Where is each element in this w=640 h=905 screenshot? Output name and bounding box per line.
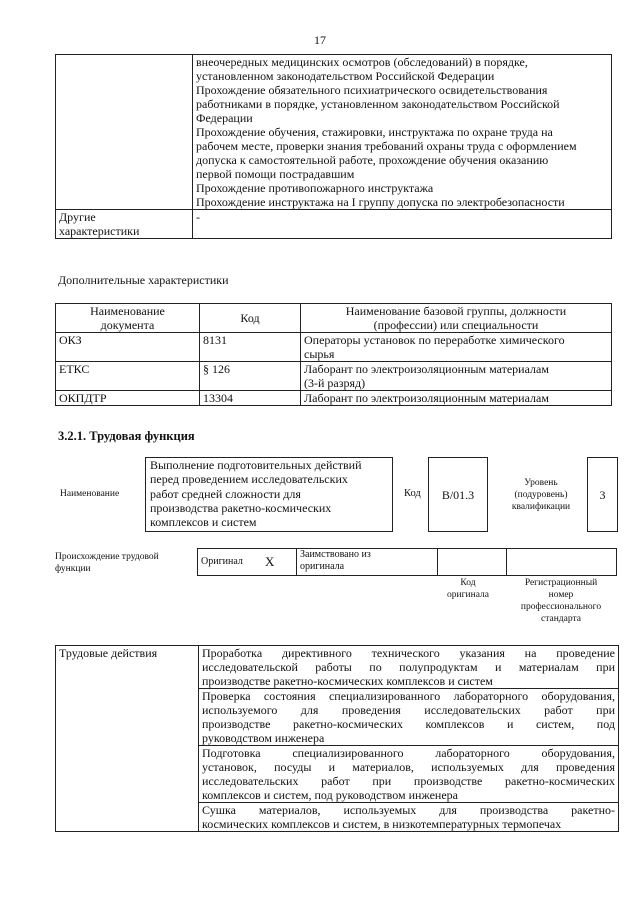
function-name-line: работ средней сложности для xyxy=(150,486,301,501)
action-line: используемого для проведения исследовательских работ при xyxy=(202,703,615,717)
action-cell xyxy=(199,746,619,803)
page-number: 17 xyxy=(314,33,326,47)
action-line: комплексов и систем, под руководством инженера xyxy=(202,788,458,802)
req-line: допуска к самостоятельной работе, прохождение обучения оказанию xyxy=(196,153,549,167)
code-caption xyxy=(436,577,500,601)
req-line: установленном законодательством Российской Федерации xyxy=(196,69,495,83)
function-name-line: комплексов и систем xyxy=(150,515,257,530)
function-name-line: Выполнение подготовительных действий xyxy=(150,458,362,472)
action-line: Сушка материалов, используемых для производства ракетно- xyxy=(202,803,615,817)
header-name xyxy=(301,304,612,333)
name-line: (3-й разряд) xyxy=(304,376,366,390)
empty-cell xyxy=(56,55,193,210)
action-line: исследовательской работы по полупродуктам и материалам при xyxy=(202,660,615,674)
additional-heading: Дополнительные характеристики xyxy=(58,273,229,287)
name-cell xyxy=(301,362,612,391)
other-label-line: Другие xyxy=(59,210,96,224)
other-label-line: характеристики xyxy=(59,224,140,238)
name-line: Лаборант по электроизоляционным материалам xyxy=(304,362,549,376)
origin-label-line: функции xyxy=(55,564,91,574)
action-line: руководством инженера xyxy=(202,731,325,745)
action-line: установок, посуды и материалов, используемых для проведения xyxy=(202,760,615,774)
req-line: работниками в порядке, установленном законодательством Российской xyxy=(196,97,560,111)
table-row xyxy=(56,333,612,362)
req-line: Прохождение инструктажа на I группу допуска по электробезопасности xyxy=(196,195,565,209)
original-mark: X xyxy=(262,549,297,576)
origin-label xyxy=(55,551,159,575)
action-cell xyxy=(199,646,619,689)
table-row xyxy=(56,362,612,391)
function-code-box xyxy=(428,457,488,532)
name-line: сырья xyxy=(304,347,335,361)
code-cell: § 126 xyxy=(200,362,301,391)
caption-line: Регистрационный xyxy=(524,578,598,588)
level-label-line: Уровень xyxy=(524,478,558,488)
function-heading: 3.2.1. Трудовая функция xyxy=(58,429,195,443)
code-cell: 13304 xyxy=(200,391,301,406)
action-line: исследовательских работ при производстве ракетно-космических xyxy=(202,774,615,788)
other-label xyxy=(56,210,193,239)
additional-table xyxy=(55,303,612,406)
level-value: 3 xyxy=(599,488,606,502)
action-line: Подготовка специализированного лабораторного оборудования, xyxy=(202,746,615,760)
origin-code-cell xyxy=(438,549,507,576)
level-label xyxy=(497,477,585,513)
borrowed-line: оригинала xyxy=(300,561,345,572)
action-line: производстве ракетно-космических комплексов и систем, под xyxy=(202,717,615,731)
caption-line: Код xyxy=(460,578,476,588)
caption-line: стандарта xyxy=(541,614,581,624)
origin-label-line: Происхождение трудовой xyxy=(55,552,159,562)
caption-line: номер xyxy=(548,590,574,600)
function-name-line: перед проведением исследовательских xyxy=(150,472,348,487)
req-line: Прохождение обязательного психиатрического освидетельствования xyxy=(196,83,548,97)
action-line: космических комплексов и систем, в низкотемпературных термопечах xyxy=(202,817,562,831)
doc-cell: ОКПДТР xyxy=(56,391,200,406)
function-name-line: производства ракетно-космических xyxy=(150,500,332,515)
caption-line: оригинала xyxy=(447,590,489,600)
req-line: первой помощи пострадавшим xyxy=(196,167,355,181)
req-line: Прохождение обучения, стажировки, инструктажа по охране труда на xyxy=(196,125,553,139)
header-doc xyxy=(56,304,200,333)
action-line: Проработка директивного технического указания на проведение xyxy=(202,646,615,660)
code-label: Код xyxy=(404,488,421,499)
req-line: Прохождение противопожарного инструктажа xyxy=(196,181,434,195)
reg-caption xyxy=(505,577,617,625)
action-cell xyxy=(199,689,619,746)
header-text: документа xyxy=(100,318,155,332)
function-name-box xyxy=(145,457,393,532)
header-code: Код xyxy=(200,304,301,333)
name-cell: Лаборант по электроизоляционным материалам xyxy=(301,391,612,406)
table-row xyxy=(56,391,612,406)
level-label-line: квалификации xyxy=(511,502,571,512)
actions-label: Трудовые действия xyxy=(56,646,199,832)
name-cell xyxy=(301,333,612,362)
header-text: Наименование базовой группы, должности xyxy=(345,304,567,318)
doc-cell: ЕТКС xyxy=(56,362,200,391)
actions-table xyxy=(55,645,619,832)
borrowed-line: Заимствовано из xyxy=(300,549,371,560)
action-line: производстве ракетно-космических комплексов и систем xyxy=(202,674,493,688)
req-line: Федерации xyxy=(196,111,253,125)
header-text: (профессии) или специальности xyxy=(373,318,539,332)
req-line: рабочем месте, проверки знания требований охраны труда с оформлением xyxy=(196,139,577,153)
action-line: Проверка состояния специализированного лабораторного оборудования, xyxy=(202,689,615,703)
original-label: Оригинал xyxy=(198,549,263,576)
doc-cell: ОКЗ xyxy=(56,333,200,362)
origin-reg-cell xyxy=(507,549,617,576)
other-value: - xyxy=(193,210,612,239)
name-label: Наименование xyxy=(60,489,120,499)
action-cell xyxy=(199,803,619,832)
code-cell: 8131 xyxy=(200,333,301,362)
level-box xyxy=(587,457,618,532)
requirements-cell xyxy=(193,55,612,210)
origin-table xyxy=(197,548,617,576)
level-label-line: (подуровень) xyxy=(514,490,568,500)
header-text: Наименование xyxy=(90,304,165,318)
req-line: внеочередных медицинских осмотров (обследований) в порядке, xyxy=(196,55,528,69)
name-line: Операторы установок по переработке химического xyxy=(304,333,565,347)
function-code: B/01.3 xyxy=(441,488,475,502)
borrowed-cell xyxy=(297,549,438,576)
requirements-table xyxy=(55,54,612,239)
caption-line: профессионального xyxy=(520,602,602,612)
